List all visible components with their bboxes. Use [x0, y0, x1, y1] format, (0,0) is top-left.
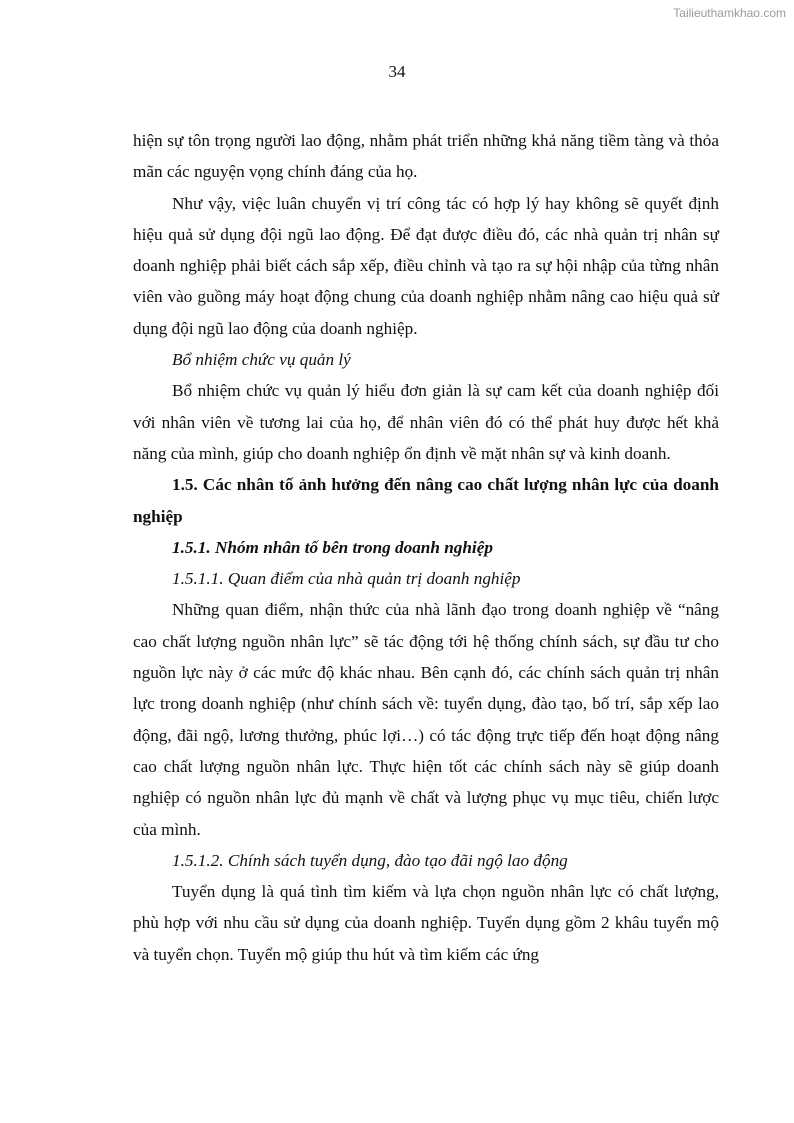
document-body: [133, 125, 719, 970]
paragraph-continuation: hiện sự tôn trọng người lao động, nhằm phát triển những khả năng tiềm tàng và thỏa mãn các nguyện vọng chính đáng của họ.: [133, 131, 719, 182]
section-heading-1-5-1: 1.5.1. Nhóm nhân tố bên trong doanh nghiệp: [172, 537, 493, 557]
paragraph: Những quan điểm, nhận thức của nhà lãnh đạo trong doanh nghiệp về “nâng cao chất lượng nguồn nhân lực” sẽ tác động tới hệ thống chính sách, sự đầu tư cho nguồn lực này ở các mức độ khác nhau. Bên cạnh đó, các chính sách quản trị nhân lực trong doanh nghiệp (như chính sách về: tuyển dụng, đào tạo, bố trí, sắp xếp lao động, đãi ngộ, lương thưởng, phúc lợi…) có tác động trực tiếp đến hoạt động nâng cao chất lượng nguồn nhân lực. Thực hiện tốt các chính sách này sẽ giúp doanh nghiệp có nguồn nhân lực đủ mạnh về chất và lượng phục vụ mục tiêu, chiến lược của mình.: [133, 600, 719, 839]
subheading-appointment: Bổ nhiệm chức vụ quản lý: [172, 350, 351, 370]
section-heading-1-5: 1.5. Các nhân tố ảnh hưởng đến nâng cao chất lượng nhân lực của doanh nghiệp: [133, 475, 719, 526]
paragraph: Tuyển dụng là quá tình tìm kiếm và lựa chọn nguồn nhân lực có chất lượng, phù hợp với nhu cầu sử dụng của doanh nghiệp. Tuyển dụng gồm 2 khâu tuyển mộ và tuyển chọn. Tuyển mộ giúp thu hút và tìm kiếm các ứng: [133, 882, 719, 964]
paragraph: Bổ nhiệm chức vụ quản lý hiểu đơn giản là sự cam kết của doanh nghiệp đối với nhân viên về tương lai của họ, để nhân viên đó có thể phát huy được hết khả năng của mình, giúp cho doanh nghiệp ổn định về mặt nhân sự và kinh doanh.: [133, 381, 719, 463]
section-heading-1-5-1-2: 1.5.1.2. Chính sách tuyển dụng, đào tạo đãi ngộ lao động: [172, 850, 568, 870]
paragraph: Như vậy, việc luân chuyển vị trí công tác có hợp lý hay không sẽ quyết định hiệu quả sử dụng đội ngũ lao động. Để đạt được điều đó, các nhà quản trị nhân sự doanh nghiệp phải biết cách sắp xếp, điều chỉnh và tạo ra sự hội nhập của từng nhân viên vào guồng máy hoạt động chung của doanh nghiệp nhằm nâng cao hiệu quả sử dụng đội ngũ lao động của doanh nghiệp.: [133, 193, 719, 338]
section-heading-1-5-1-1: 1.5.1.1. Quan điểm của nhà quản trị doanh nghiệp: [172, 569, 521, 589]
watermark: Tailieuthamkhao.com: [673, 6, 786, 20]
page-number: 34: [388, 62, 406, 81]
